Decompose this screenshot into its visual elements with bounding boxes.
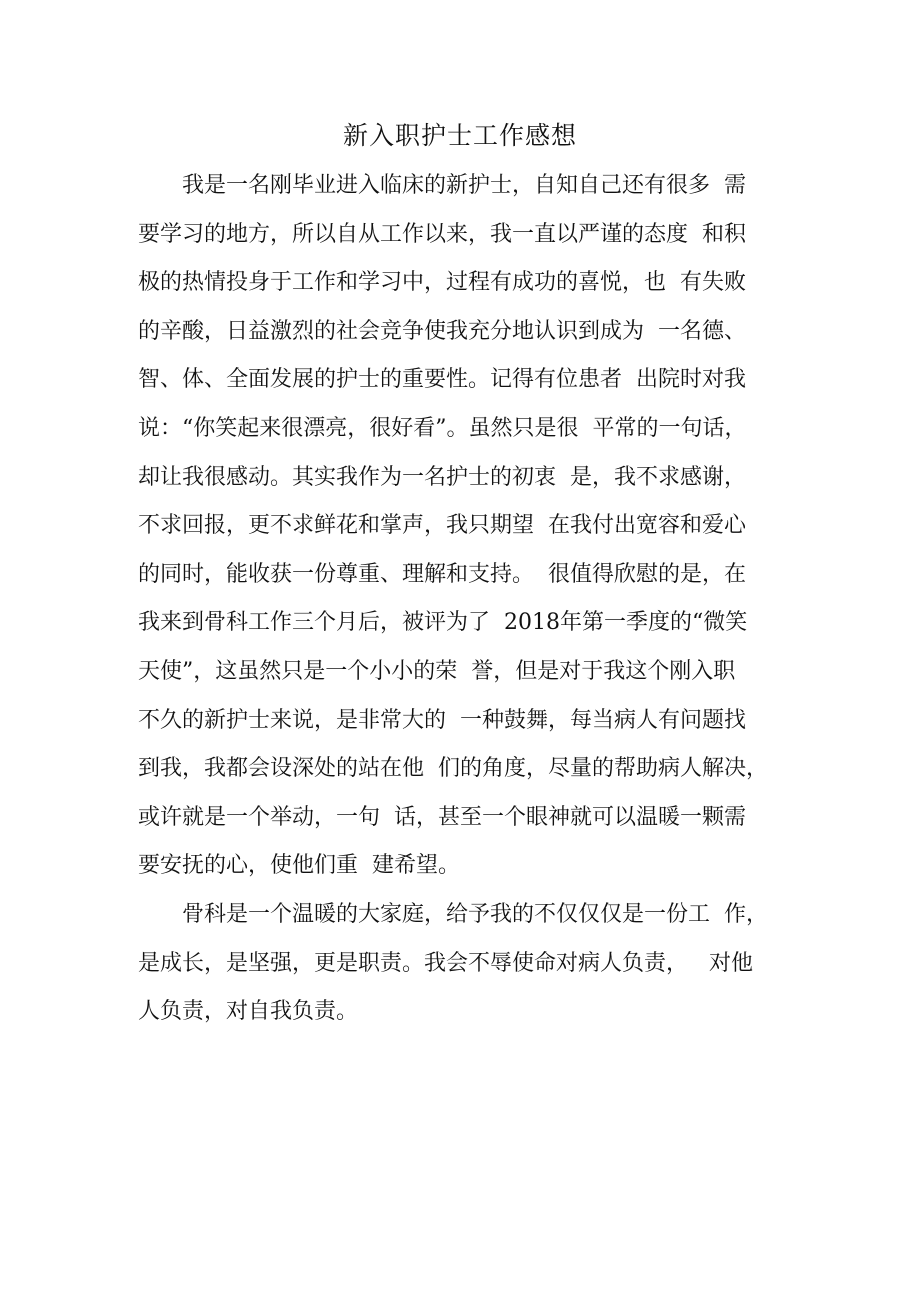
text-line: 要学习的地方，所以自从工作以来，我一直以严谨的态度 和积: [138, 221, 746, 247]
text-line: 要安抚的心，使他们重 建希望。: [138, 853, 460, 879]
text-line: 不求回报，更不求鲜花和掌声，我只期望 在我付出宽容和爱心: [138, 513, 746, 539]
text-line: 骨科是一个温暖的大家庭，给予我的不仅仅仅是一份工 作，: [182, 902, 768, 927]
text-line: 我是一名刚毕业进入临床的新护士，自知自己还有很多 需: [182, 173, 746, 198]
document-title: 新入职护士工作感想: [342, 121, 577, 150]
paragraph-2: [138, 895, 798, 1041]
text-line: 却让我很感动。其实我作为一名护士的初衷 是，我不求感谢，: [138, 464, 746, 490]
text-line: 的辛酸，日益激烈的社会竞争使我充分地认识到成为 一名德、: [138, 318, 746, 344]
text-line: 智、体、全面发展的护士的重要性。记得有位患者 出院时对我: [138, 367, 746, 393]
text-line: 天使”，这虽然只是一个小小的荣 誉，但是对于我这个刚入职: [138, 658, 736, 684]
text-line: 极的热情投身于工作和学习中，过程有成功的喜悦，也 有失败: [138, 270, 746, 296]
text-line: 是成长，是坚强，更是职责。我会不辱使命对病人负责， 对他: [138, 950, 753, 976]
text-line: 到我，我都会设深处的站在他 们的角度，尽量的帮助病人解决，: [138, 756, 768, 782]
paragraph-1: [138, 166, 798, 895]
text-line: 或许就是一个举动，一句 话，甚至一个眼神就可以温暖一颗需: [138, 804, 746, 830]
text-line: 人负责，对自我负责。: [138, 999, 359, 1025]
text-line: 说：“你笑起来很漂亮，很好看”。虽然只是很 平常的一句话，: [138, 415, 747, 441]
text-line: 的同时，能收获一份尊重、理解和支持。 很值得欣慰的是，在: [138, 561, 746, 587]
text-line: 不久的新护士来说，是非常大的 一种鼓舞，每当病人有问题找: [138, 707, 746, 733]
text-line: 我来到骨科工作三个月后，被评为了 2018年第一季度的“微笑: [138, 610, 748, 636]
